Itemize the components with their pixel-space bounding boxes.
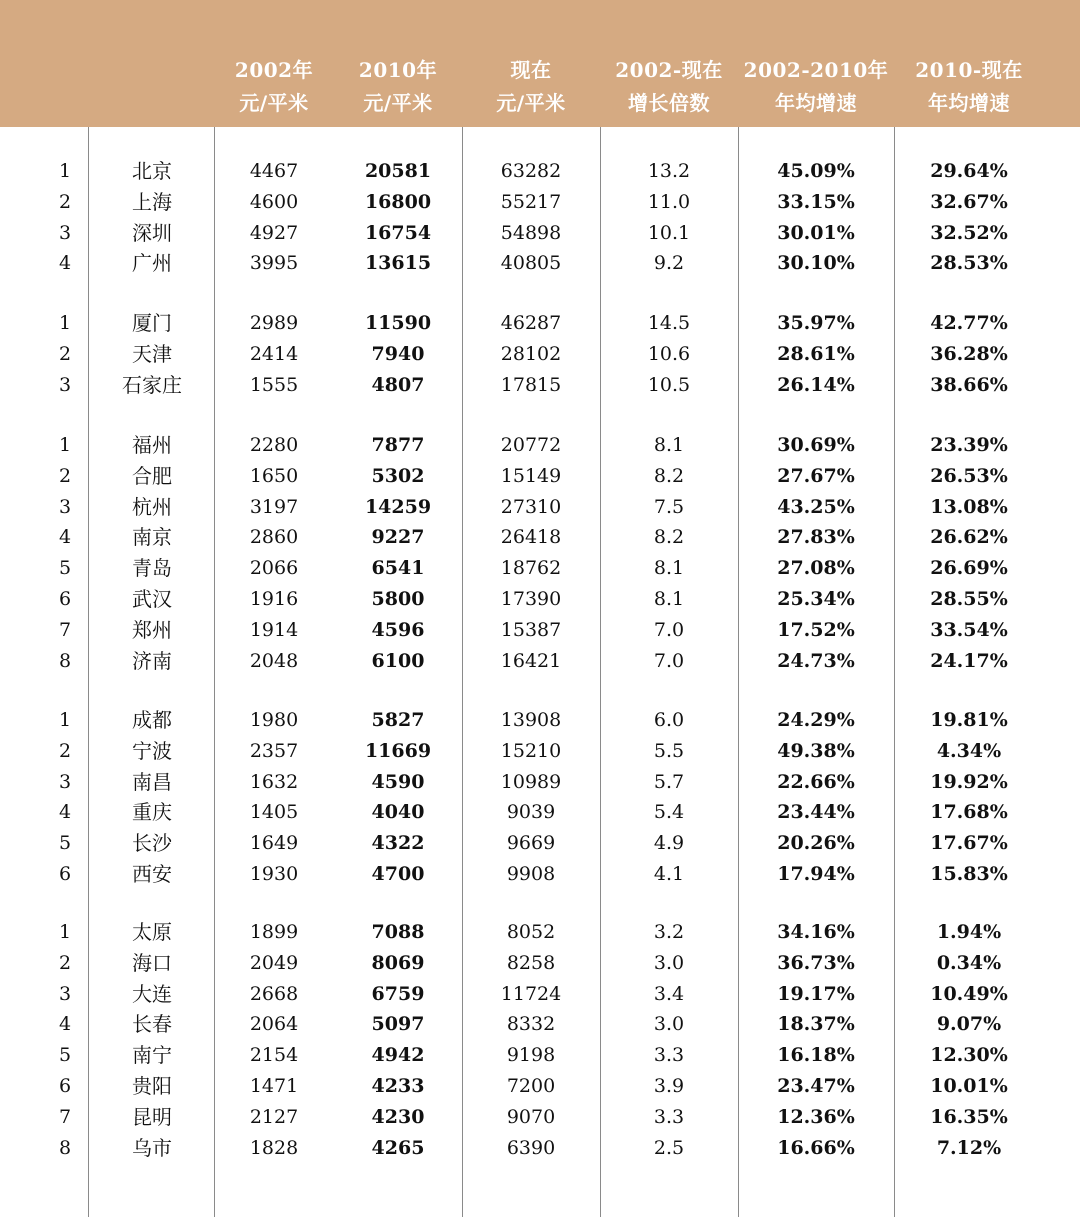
row-rank: 1 (58, 921, 72, 943)
growth-multiple: 8.1 (653, 557, 685, 579)
growth-multiple: 8.2 (653, 526, 685, 548)
price-2002: 2414 (249, 343, 299, 365)
price-2002: 1405 (249, 801, 299, 823)
city-name: 成都 (132, 708, 172, 732)
city-name: 福州 (132, 433, 172, 457)
price-2010: 7940 (371, 343, 425, 365)
growth-2010-now: 36.28% (930, 343, 1008, 365)
price-current: 13908 (500, 709, 562, 731)
price-2002: 2064 (249, 1013, 299, 1035)
growth-2010-now: 10.49% (930, 983, 1008, 1005)
growth-multiple: 3.3 (653, 1044, 685, 1066)
price-2010: 4590 (371, 771, 425, 793)
header-unit: 元/平米 (496, 91, 566, 115)
growth-multiple: 3.3 (653, 1106, 685, 1128)
growth-2002-2010: 27.83% (777, 526, 855, 548)
header-growth-2010-now (894, 54, 1044, 122)
header-line: 2010年 (358, 58, 438, 82)
price-2002: 4927 (249, 222, 299, 244)
price-2010: 4265 (371, 1137, 425, 1159)
header-current-price (462, 54, 600, 122)
growth-2002-2010: 28.61% (777, 343, 855, 365)
header-unit: 增长倍数 (628, 91, 710, 115)
growth-multiple: 9.2 (653, 252, 685, 274)
city-name: 郑州 (132, 618, 172, 642)
growth-2010-now: 15.83% (930, 863, 1008, 885)
price-2002: 3197 (249, 496, 299, 518)
row-rank: 7 (58, 619, 72, 641)
price-2010: 9227 (371, 526, 425, 548)
growth-2010-now: 32.52% (930, 222, 1008, 244)
table-header (0, 0, 1080, 127)
header-growth-multiple (600, 54, 738, 122)
growth-2002-2010: 16.66% (777, 1137, 855, 1159)
row-rank: 1 (58, 160, 72, 182)
city-name: 长春 (132, 1012, 172, 1036)
growth-multiple: 3.0 (653, 952, 685, 974)
price-2010: 6759 (371, 983, 425, 1005)
price-2002: 4600 (249, 191, 299, 213)
price-2002: 2668 (249, 983, 299, 1005)
price-current: 15387 (500, 619, 562, 641)
row-rank: 4 (58, 252, 72, 274)
row-rank: 3 (58, 222, 72, 244)
growth-multiple: 8.1 (653, 434, 685, 456)
price-current: 9908 (506, 863, 556, 885)
table-row (0, 187, 1080, 217)
price-current: 16421 (500, 650, 562, 672)
table-row (0, 859, 1080, 889)
price-current: 8258 (506, 952, 556, 974)
header-line: 现在 (510, 58, 552, 82)
growth-2010-now: 24.17% (930, 650, 1008, 672)
price-current: 20772 (500, 434, 562, 456)
price-2002: 1916 (249, 588, 299, 610)
table-row (0, 308, 1080, 338)
table-row (0, 1040, 1080, 1070)
city-name: 重庆 (132, 800, 172, 824)
growth-2010-now: 32.67% (930, 191, 1008, 213)
growth-2002-2010: 26.14% (777, 374, 855, 396)
price-2010: 4322 (371, 832, 425, 854)
table-row (0, 248, 1080, 278)
row-rank: 2 (58, 465, 72, 487)
growth-2002-2010: 27.67% (777, 465, 855, 487)
growth-multiple: 3.2 (653, 921, 685, 943)
price-current: 18762 (500, 557, 562, 579)
table-row (0, 828, 1080, 858)
price-current: 8332 (506, 1013, 556, 1035)
header-line: 2002年 (234, 58, 314, 82)
growth-multiple: 2.5 (653, 1137, 685, 1159)
growth-2002-2010: 45.09% (777, 160, 855, 182)
header-line: 2010-现在 (915, 58, 1023, 82)
header-unit: 元/平米 (239, 91, 309, 115)
header-growth-2002-2010 (738, 54, 894, 122)
growth-2010-now: 9.07% (936, 1013, 1002, 1035)
row-rank: 5 (58, 1044, 72, 1066)
growth-multiple: 3.0 (653, 1013, 685, 1035)
row-rank: 1 (58, 709, 72, 731)
growth-2002-2010: 19.17% (777, 983, 855, 1005)
header-unit: 年均增速 (928, 91, 1010, 115)
price-current: 46287 (500, 312, 562, 334)
price-current: 6390 (506, 1137, 556, 1159)
growth-2002-2010: 23.47% (777, 1075, 855, 1097)
price-2010: 4700 (371, 863, 425, 885)
growth-2010-now: 29.64% (930, 160, 1008, 182)
price-2010: 4040 (371, 801, 425, 823)
price-current: 7200 (506, 1075, 556, 1097)
growth-2002-2010: 36.73% (777, 952, 855, 974)
city-name: 合肥 (132, 464, 172, 488)
price-2010: 16754 (364, 222, 432, 244)
row-rank: 3 (58, 771, 72, 793)
price-2010: 6541 (371, 557, 425, 579)
table-row (0, 1102, 1080, 1132)
city-name: 贵阳 (132, 1074, 172, 1098)
row-rank: 6 (58, 1075, 72, 1097)
growth-multiple: 6.0 (653, 709, 685, 731)
city-name: 海口 (132, 951, 172, 975)
row-rank: 6 (58, 863, 72, 885)
growth-multiple: 7.0 (653, 619, 685, 641)
price-2002: 2154 (249, 1044, 299, 1066)
price-current: 63282 (500, 160, 562, 182)
growth-multiple: 10.1 (647, 222, 691, 244)
price-current: 17815 (500, 374, 562, 396)
price-2002: 2357 (249, 740, 299, 762)
price-2010: 5302 (371, 465, 425, 487)
city-name: 北京 (132, 159, 172, 183)
growth-multiple: 7.5 (653, 496, 685, 518)
city-name: 南昌 (132, 770, 172, 794)
price-2002: 4467 (249, 160, 299, 182)
growth-2010-now: 28.55% (930, 588, 1008, 610)
price-2010: 13615 (364, 252, 432, 274)
table-row (0, 1133, 1080, 1163)
city-name: 石家庄 (122, 373, 182, 397)
growth-2002-2010: 23.44% (777, 801, 855, 823)
table-row (0, 370, 1080, 400)
growth-2002-2010: 30.69% (777, 434, 855, 456)
growth-2002-2010: 16.18% (777, 1044, 855, 1066)
row-rank: 2 (58, 191, 72, 213)
price-current: 15210 (500, 740, 562, 762)
table-row (0, 430, 1080, 460)
price-current: 9070 (506, 1106, 556, 1128)
header-2002-price (214, 54, 334, 122)
growth-2002-2010: 35.97% (777, 312, 855, 334)
price-2002: 1828 (249, 1137, 299, 1159)
table-row (0, 1009, 1080, 1039)
growth-2010-now: 4.34% (936, 740, 1002, 762)
growth-2002-2010: 30.01% (777, 222, 855, 244)
price-2002: 1650 (249, 465, 299, 487)
row-rank: 1 (58, 434, 72, 456)
growth-2010-now: 26.53% (930, 465, 1008, 487)
growth-multiple: 10.6 (647, 343, 691, 365)
header-unit: 年均增速 (775, 91, 857, 115)
city-name: 宁波 (132, 739, 172, 763)
growth-2010-now: 38.66% (930, 374, 1008, 396)
growth-2010-now: 17.68% (930, 801, 1008, 823)
row-rank: 4 (58, 801, 72, 823)
price-current: 27310 (500, 496, 562, 518)
row-rank: 5 (58, 557, 72, 579)
price-2002: 3995 (249, 252, 299, 274)
price-2010: 7877 (371, 434, 425, 456)
city-name: 长沙 (132, 831, 172, 855)
growth-multiple: 11.0 (647, 191, 691, 213)
price-2002: 2048 (249, 650, 299, 672)
growth-multiple: 5.7 (653, 771, 685, 793)
price-current: 28102 (500, 343, 562, 365)
city-name: 厦门 (132, 311, 172, 335)
price-current: 9669 (506, 832, 556, 854)
header-unit: 元/平米 (363, 91, 433, 115)
price-2002: 1649 (249, 832, 299, 854)
price-2002: 1930 (249, 863, 299, 885)
city-name: 昆明 (132, 1105, 172, 1129)
row-rank: 2 (58, 343, 72, 365)
growth-multiple: 5.5 (653, 740, 685, 762)
growth-2010-now: 10.01% (930, 1075, 1008, 1097)
price-current: 11724 (500, 983, 562, 1005)
growth-2002-2010: 22.66% (777, 771, 855, 793)
row-rank: 4 (58, 526, 72, 548)
growth-2010-now: 13.08% (930, 496, 1008, 518)
city-name: 青岛 (132, 556, 172, 580)
growth-2010-now: 19.81% (930, 709, 1008, 731)
price-2010: 4233 (371, 1075, 425, 1097)
city-name: 武汉 (132, 587, 172, 611)
growth-multiple: 3.4 (653, 983, 685, 1005)
price-2010: 4596 (371, 619, 425, 641)
price-current: 15149 (500, 465, 562, 487)
price-2002: 2049 (249, 952, 299, 974)
city-name: 南京 (132, 525, 172, 549)
growth-2002-2010: 25.34% (777, 588, 855, 610)
price-2010: 5800 (371, 588, 425, 610)
table-row (0, 584, 1080, 614)
growth-2002-2010: 49.38% (777, 740, 855, 762)
growth-multiple: 8.2 (653, 465, 685, 487)
growth-2002-2010: 17.94% (777, 863, 855, 885)
city-name: 杭州 (132, 495, 172, 519)
growth-2010-now: 33.54% (930, 619, 1008, 641)
table-row (0, 736, 1080, 766)
table-row (0, 218, 1080, 248)
table-row (0, 461, 1080, 491)
growth-2002-2010: 24.73% (777, 650, 855, 672)
price-2002: 1899 (249, 921, 299, 943)
row-rank: 3 (58, 496, 72, 518)
table-row (0, 767, 1080, 797)
price-2002: 1914 (249, 619, 299, 641)
growth-multiple: 4.9 (653, 832, 685, 854)
table-row (0, 646, 1080, 676)
growth-2010-now: 26.62% (930, 526, 1008, 548)
row-rank: 4 (58, 1013, 72, 1035)
price-current: 26418 (500, 526, 562, 548)
price-2010: 20581 (364, 160, 432, 182)
growth-2010-now: 17.67% (930, 832, 1008, 854)
growth-2010-now: 42.77% (930, 312, 1008, 334)
table-row (0, 522, 1080, 552)
price-2010: 6100 (371, 650, 425, 672)
price-2002: 2066 (249, 557, 299, 579)
growth-2002-2010: 33.15% (777, 191, 855, 213)
growth-2010-now: 26.69% (930, 557, 1008, 579)
row-rank: 8 (58, 650, 72, 672)
city-name: 天津 (132, 342, 172, 366)
growth-multiple: 10.5 (647, 374, 691, 396)
city-name: 广州 (132, 251, 172, 275)
row-rank: 6 (58, 588, 72, 610)
growth-2002-2010: 43.25% (777, 496, 855, 518)
price-2010: 5097 (371, 1013, 425, 1035)
header-line: 2002-现在 (615, 58, 723, 82)
price-current: 9039 (506, 801, 556, 823)
price-current: 55217 (500, 191, 562, 213)
city-name: 深圳 (132, 221, 172, 245)
price-2002: 2280 (249, 434, 299, 456)
price-current: 10989 (500, 771, 562, 793)
growth-multiple: 14.5 (647, 312, 691, 334)
growth-2002-2010: 17.52% (777, 619, 855, 641)
growth-2010-now: 12.30% (930, 1044, 1008, 1066)
growth-2002-2010: 18.37% (777, 1013, 855, 1035)
growth-2010-now: 7.12% (936, 1137, 1002, 1159)
price-2010: 11669 (364, 740, 432, 762)
price-current: 8052 (506, 921, 556, 943)
header-line: 2002-2010年 (743, 58, 889, 82)
city-name: 南宁 (132, 1043, 172, 1067)
row-rank: 2 (58, 952, 72, 974)
price-2010: 11590 (364, 312, 432, 334)
growth-multiple: 5.4 (653, 801, 685, 823)
table-row (0, 797, 1080, 827)
table-row (0, 1071, 1080, 1101)
price-2002: 2127 (249, 1106, 299, 1128)
city-name: 大连 (132, 982, 172, 1006)
table-row (0, 615, 1080, 645)
price-2002: 1555 (249, 374, 299, 396)
price-current: 17390 (500, 588, 562, 610)
table-row (0, 948, 1080, 978)
table-row (0, 705, 1080, 735)
price-2002: 1471 (249, 1075, 299, 1097)
row-rank: 1 (58, 312, 72, 334)
price-current: 9198 (506, 1044, 556, 1066)
table-row (0, 156, 1080, 186)
price-current: 54898 (500, 222, 562, 244)
table-row (0, 339, 1080, 369)
growth-multiple: 8.1 (653, 588, 685, 610)
price-2010: 14259 (364, 496, 432, 518)
price-2002: 2860 (249, 526, 299, 548)
row-rank: 5 (58, 832, 72, 854)
city-name: 济南 (132, 649, 172, 673)
city-name: 上海 (132, 190, 172, 214)
city-name: 乌市 (132, 1136, 172, 1160)
growth-2010-now: 0.34% (936, 952, 1002, 974)
price-2010: 5827 (371, 709, 425, 731)
table-row (0, 979, 1080, 1009)
growth-2002-2010: 20.26% (777, 832, 855, 854)
row-rank: 3 (58, 983, 72, 1005)
row-rank: 7 (58, 1106, 72, 1128)
row-rank: 3 (58, 374, 72, 396)
price-2010: 4807 (371, 374, 425, 396)
growth-2010-now: 1.94% (936, 921, 1002, 943)
growth-2010-now: 28.53% (930, 252, 1008, 274)
table-row (0, 492, 1080, 522)
header-2010-price (334, 54, 462, 122)
price-2002: 1980 (249, 709, 299, 731)
city-name: 太原 (132, 920, 172, 944)
growth-2010-now: 16.35% (930, 1106, 1008, 1128)
row-rank: 2 (58, 740, 72, 762)
growth-multiple: 3.9 (653, 1075, 685, 1097)
growth-2010-now: 23.39% (930, 434, 1008, 456)
price-2002: 2989 (249, 312, 299, 334)
growth-2002-2010: 34.16% (777, 921, 855, 943)
city-name: 西安 (132, 862, 172, 886)
price-2010: 8069 (371, 952, 425, 974)
price-2010: 16800 (364, 191, 432, 213)
growth-multiple: 7.0 (653, 650, 685, 672)
price-2010: 4942 (371, 1044, 425, 1066)
growth-2010-now: 19.92% (930, 771, 1008, 793)
table-row (0, 553, 1080, 583)
growth-2002-2010: 27.08% (777, 557, 855, 579)
price-current: 40805 (500, 252, 562, 274)
price-2010: 4230 (371, 1106, 425, 1128)
growth-2002-2010: 12.36% (777, 1106, 855, 1128)
price-2002: 1632 (249, 771, 299, 793)
growth-2002-2010: 24.29% (777, 709, 855, 731)
growth-multiple: 4.1 (653, 863, 685, 885)
growth-multiple: 13.2 (647, 160, 691, 182)
table-row (0, 917, 1080, 947)
growth-2002-2010: 30.10% (777, 252, 855, 274)
row-rank: 8 (58, 1137, 72, 1159)
price-2010: 7088 (371, 921, 425, 943)
